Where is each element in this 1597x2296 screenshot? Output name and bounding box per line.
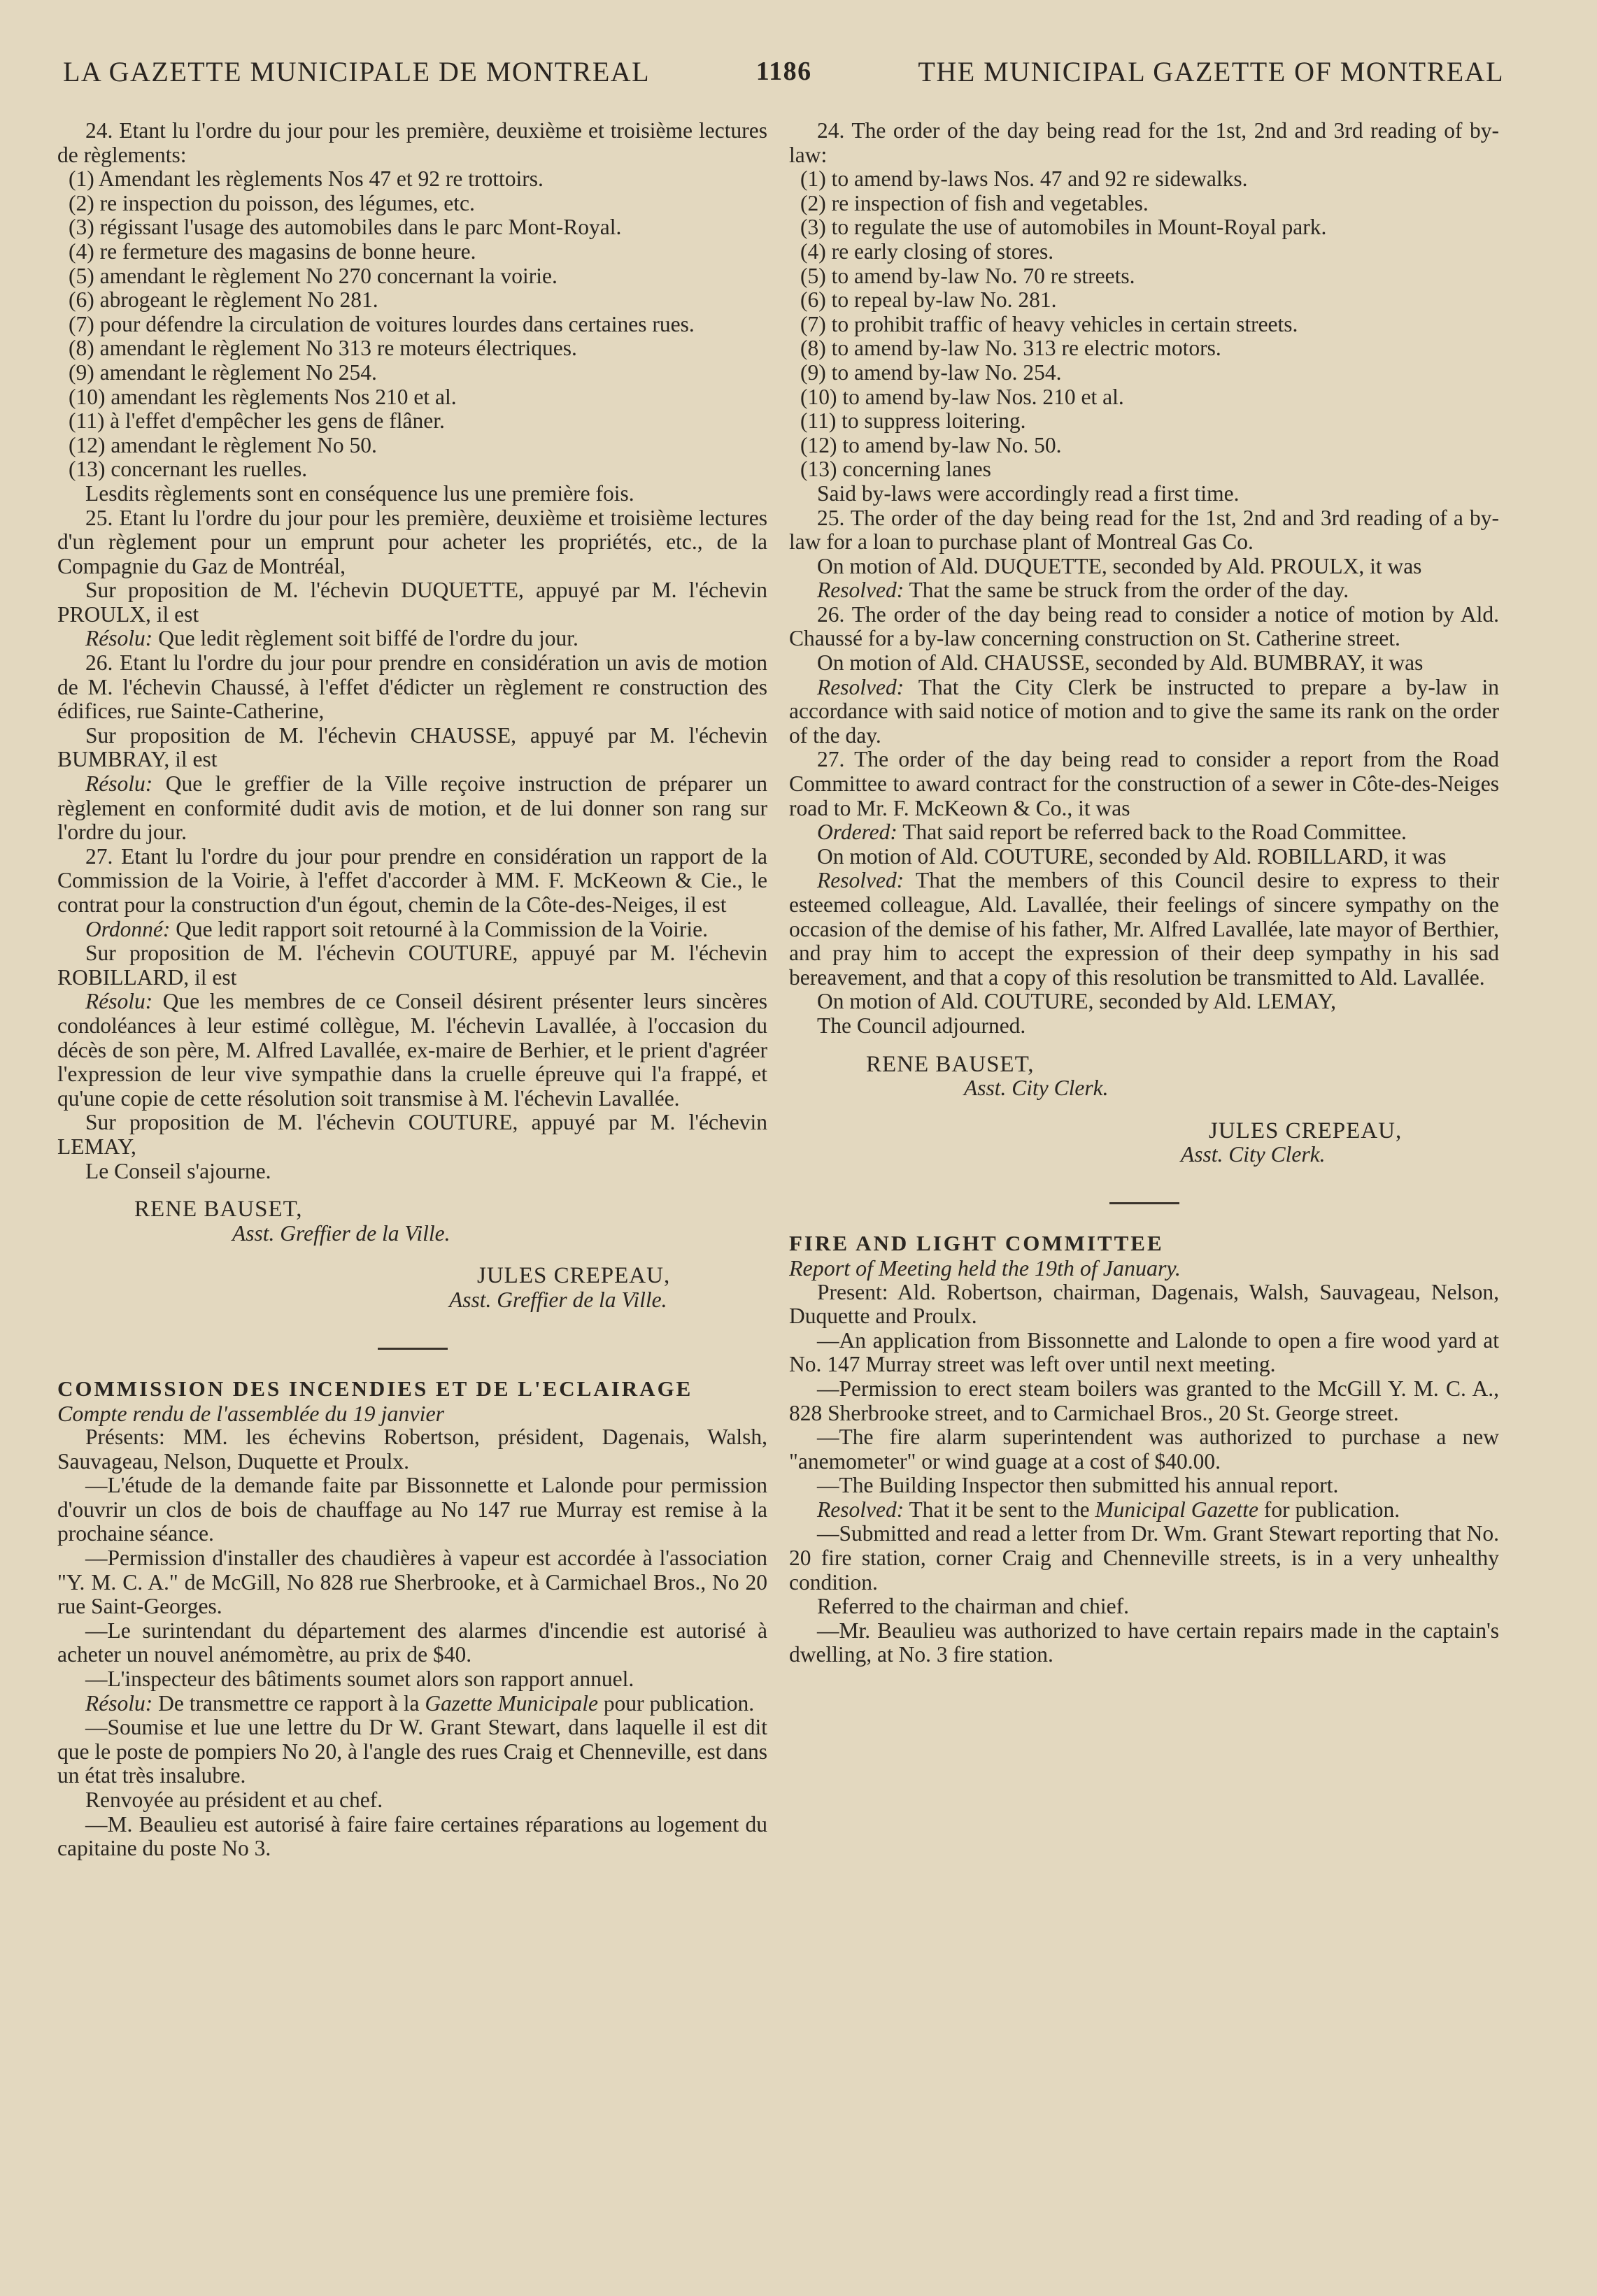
minute-item: —An application from Bissonnette and Lalonde to open a fire wood yard at No. 147 Murray street was left over until next meeting. [789,1327,1499,1377]
attendance: Présents: MM. les échevins Robertson, président, Dagenais, Walsh, Sauvageau, Nelson, Duquette et Proulx. [57,1425,767,1474]
item-25-motion: Sur proposition de M. l'échevin DUQUETTE, appuyé par M. l'échevin PROULX, il est [57,578,767,627]
signature-title: Asst. City Clerk. [1181,1142,1326,1167]
bylaw-item: (13) concernant les ruelles. [69,457,308,482]
resolution-label: Résolu: [85,626,153,651]
item-26-text: 26. The order of the day being read to consider a notice of motion by Ald. Chaussé for a by-law concerning construction on St. Catherine street. [789,601,1499,651]
resolution-text: Que les membres de ce Conseil désirent présenter leurs sincères condoléances à leur estimé collègue, M. l'échevin Lavallée, à l'occasion du décès de son père, M. Alfred Lavallée, ex-maire de Berhier, et le prient d'agréer l'expression de leur vive sympathie dans la cruelle épreuve qui l'a frappé, et qu'une copie de cette résolution soit transmise à M. l'échevin Lavallée. [57,989,767,1111]
minute-item: —The Building Inspector then submitted his annual report. [817,1473,1339,1498]
signature-name: RENE BAUSET, [866,1051,1035,1077]
bylaw-item: (5) amendant le règlement No 270 concernant la voirie. [69,263,558,288]
resolution-text: That the members of this Council desire to express to their esteemed colleague, Ald. Lavallée, their feelings of sincere sympathy on the occasion of the demise of his father, Mr. Alfred Lavallée, late mayor of Berthier, and pray him to accept the expression of their deep sympathy in his sad bereavement, and that a copy of this resolution be transmitted to Ald. Lavallée. [789,868,1499,990]
item-26-motion: On motion of Ald. CHAUSSE, seconded by Ald. BUMBRAY, it was [817,650,1424,676]
resolution-label: Resolved: [817,1497,904,1522]
page-number: 1186 [755,57,812,86]
french-column [57,119,767,2273]
minute-item: —The fire alarm superintendent was authorized to purchase a new "anemometer" or wind guage at a cost of $40.00. [789,1425,1499,1474]
item-27-text: 27. The order of the day being read to consider a report from the Road Committee to award contract for the construction of a sewer in Côte-des-Neiges road to Mr. F. McKeown & Co., it was [789,747,1499,820]
minute-item: —Submitted and read a letter from Dr. Wm. Grant Stewart reporting that No. 20 fire station, corner Craig and Chenneville streets, is in a very unhealthy condition. [789,1521,1499,1595]
minute-item: —L'inspecteur des bâtiments soumet alors son rapport annuel. [85,1667,634,1692]
section-subtitle: Compte rendu de l'assemblée du 19 janvier [57,1400,445,1426]
bylaw-item: (12) amendant le règlement No 50. [69,432,377,457]
bylaw-item: (11) à l'effet d'empêcher les gens de flâner. [69,408,445,434]
bylaw-list [789,167,1499,482]
minute-item: —Mr. Beaulieu was authorized to have certain repairs made in the captain's dwelling, at No. 3 fire station. [789,1618,1499,1667]
bylaw-item: (4) re fermeture des magasins de bonne heure. [69,238,476,264]
bylaw-item: (10) amendant les règlements Nos 210 et al. [69,384,457,409]
resolution-text: That the City Clerk be instructed to prepare a by-law in accordance with said notice of motion and to give the same its rank on the order of the day. [789,674,1499,748]
adjourn-text: The Council adjourned. [817,1013,1026,1038]
bylaw-item: (7) pour défendre la circulation de voitures lourdes dans certaines rues. [69,311,695,336]
adjourn-motion: Sur proposition de M. l'échevin COUTURE, appuyé par M. l'échevin LEMAY, [57,1110,767,1159]
resolution-label: Resolved: [817,578,904,603]
signature-name: JULES CREPEAU, [1209,1118,1403,1143]
bylaw-item: (5) to amend by-law No. 70 re streets. [800,263,1135,288]
bylaw-item: (12) to amend by-law No. 50. [800,432,1062,457]
item-27-motion: Sur proposition de M. l'échevin COUTURE, appuyé par M. l'échevin ROBILLARD, il est [57,941,767,990]
item-24-conclusion: Said by-laws were accordingly read a first time. [817,480,1240,506]
resolution-text: for publication. [1258,1497,1400,1522]
minute-item: Referred to the chairman and chief. [817,1594,1130,1619]
header-title-english: THE MUNICIPAL GAZETTE OF MONTREAL [918,55,1504,87]
item-25-text: 25. Etant lu l'ordre du jour pour les première, deuxième et troisième lectures d'un règlement pour un emprunt pour acheter les propriétés, etc., de la Compagnie du Gaz de Montréal, [57,505,767,578]
bylaw-item: (1) Amendant les règlements Nos 47 et 92 re trottoirs. [69,166,544,192]
order-label: Ordonné: [85,916,171,941]
header-title-french: LA GAZETTE MUNICIPALE DE MONTREAL [63,55,651,87]
bylaw-item: (7) to prohibit traffic of heavy vehicles in certain streets. [800,311,1298,336]
signature-title: Asst. Greffier de la Ville. [232,1220,450,1246]
item-27-order [789,820,1499,845]
item-25-text: 25. The order of the day being read for the 1st, 2nd and 3rd reading of a by-law for a loan to purchase plant of Montreal Gas Co. [789,505,1499,555]
minute-item: —Permission to erect steam boilers was granted to the McGill Y. M. C. A., 828 Sherbrooke street, and to Carmichael Bros., 20 St. George street. [789,1376,1499,1425]
bylaw-item: (8) to amend by-law No. 313 re electric motors. [800,336,1221,361]
minute-resolution [57,1692,767,1716]
resolution-text: Que le greffier de la Ville reçoive instruction de préparer un règlement en conformité dudit avis de motion, et de lui donner son rang sur l'ordre du jour. [57,771,767,845]
item-25-resolution [789,578,1499,603]
bylaw-item: (1) to amend by-laws Nos. 47 and 92 re sidewalks. [800,166,1248,192]
bylaw-item: (6) to repeal by-law No. 281. [800,287,1057,313]
signature-title: Asst. Greffier de la Ville. [449,1287,667,1312]
bylaw-item: (11) to suppress loitering. [800,408,1026,434]
resolution-label: Résolu: [85,989,153,1014]
resolution-text: Que ledit règlement soit biffé de l'ordre du jour. [152,626,579,651]
resolution-text: That the same be struck from the order of the day. [904,578,1349,603]
adjourn-text: Le Conseil s'ajourne. [85,1158,271,1183]
section-title: COMMISSION DES INCENDIES ET DE L'ECLAIRAGE [57,1376,693,1401]
item-27-text: 27. Etant lu l'ordre du jour pour prendre en considération un rapport de la Commission de la Voirie, à l'effet d'accorder à MM. F. McKeown & Cie., le contrat pour la construction d'un égout, chemin de la Côte-des-Neiges, il est [57,843,767,917]
bylaw-item: (8) amendant le règlement No 313 re moteurs électriques. [69,336,577,361]
item-25-resolution [57,627,767,651]
item-26-motion: Sur proposition de M. l'échevin CHAUSSE, appuyé par M. l'échevin BUMBRAY, il est [57,722,767,772]
resolution-text: That it be sent to the [904,1497,1095,1522]
item-27-resolution [57,990,767,1111]
minute-item: —Le surintendant du département des alarmes d'incendie est autorisé à acheter un nouvel anémomètre, au prix de $40. [57,1618,767,1667]
page-header [63,50,1504,92]
item-26-resolution [789,676,1499,748]
order-label: Ordered: [817,820,897,845]
item-26-resolution [57,772,767,845]
bylaw-item: (9) to amend by-law No. 254. [800,359,1062,385]
resolution-text: De transmettre ce rapport à la [152,1690,425,1716]
section-title: FIRE AND LIGHT COMMITTEE [789,1230,1164,1255]
bylaw-item: (9) amendant le règlement No 254. [69,359,377,385]
item-25-motion: On motion of Ald. DUQUETTE, seconded by Ald. PROULX, it was [817,553,1422,578]
minute-item: —M. Beaulieu est autorisé à faire faire certaines réparations au logement du capitaine du poste No 3. [57,1811,767,1861]
minute-item: —Permission d'installer des chaudières à vapeur est accordée à l'association "Y. M. C. A." de McGill, No 828 rue Sherbrooke, et à Carmichael Bros., No 20 rue Saint-Georges. [57,1546,767,1619]
minute-item: Renvoyée au président et au chef. [85,1788,383,1812]
order-text: That said report be referred back to the Road Committee. [897,820,1407,845]
item-24-intro: 24. The order of the day being read for the 1st, 2nd and 3rd reading of by-law: [789,119,1499,167]
resolution-label: Résolu: [85,771,153,797]
bylaw-item: (3) to regulate the use of automobiles in Mount-Royal park. [800,215,1327,240]
resolution-label: Résolu: [85,1690,153,1716]
item-27-order [57,918,767,942]
gazette-name: Gazette Municipale [425,1690,598,1716]
gazette-name: Municipal Gazette [1095,1497,1259,1522]
signature-name: RENE BAUSET, [134,1197,303,1222]
section-divider [378,1348,448,1350]
resolution-label: Resolved: [817,868,904,893]
bylaw-item: (2) re inspection of fish and vegetables. [800,190,1149,215]
minute-item: —L'étude de la demande faite par Bissonnette et Lalonde pour permission d'ouvrir un clos de bois de chauffage au No 147 rue Murray est remise à la prochaine séance. [57,1473,767,1546]
resolution-label: Resolved: [817,674,904,699]
adjourn-motion: On motion of Ald. COUTURE, seconded by Ald. LEMAY, [817,989,1337,1014]
order-text: Que ledit rapport soit retourné à la Commission de la Voirie. [170,916,709,941]
item-24-intro: 24. Etant lu l'ordre du jour pour les première, deuxième et troisième lectures de règlements: [57,119,767,167]
item-26-text: 26. Etant lu l'ordre du jour pour prendre en considération un avis de motion de M. l'échevin Chaussé, à l'effet d'édicter un règlement re construction des édifices, rue Sainte-Catherine, [57,650,767,724]
resolution-text: pour publication. [597,1690,755,1716]
item-24-conclusion: Lesdits règlements sont en conséquence lus une première fois. [85,480,634,506]
bylaw-item: (3) régissant l'usage des automobiles dans le parc Mont-Royal. [69,215,622,240]
signature-title: Asst. City Clerk. [964,1076,1109,1101]
bylaw-item: (2) re inspection du poisson, des légumes, etc. [69,190,475,215]
attendance: Present: Ald. Robertson, chairman, Dagenais, Walsh, Sauvageau, Nelson, Duquette and Proulx. [789,1279,1499,1329]
signature-name: JULES CREPEAU, [477,1263,671,1289]
minute-item: —Soumise et lue une lettre du Dr W. Grant Stewart, dans laquelle il est dit que le poste de pompiers No 20, à l'angle des rues Craig et Chenneville, est dans un état très insalubre. [57,1715,767,1788]
bylaw-list [57,167,767,482]
minute-resolution [789,1498,1499,1523]
section-subtitle: Report of Meeting held the 19th of January. [789,1255,1181,1281]
item-27-resolution [789,869,1499,990]
item-27-motion: On motion of Ald. COUTURE, seconded by Ald. ROBILLARD, it was [817,843,1447,869]
english-column [789,119,1499,2273]
bylaw-item: (4) re early closing of stores. [800,238,1054,264]
bylaw-item: (10) to amend by-law Nos. 210 et al. [800,384,1124,409]
section-divider [1109,1202,1179,1204]
bylaw-item: (6) abrogeant le règlement No 281. [69,287,378,313]
bylaw-item: (13) concerning lanes [800,457,991,482]
